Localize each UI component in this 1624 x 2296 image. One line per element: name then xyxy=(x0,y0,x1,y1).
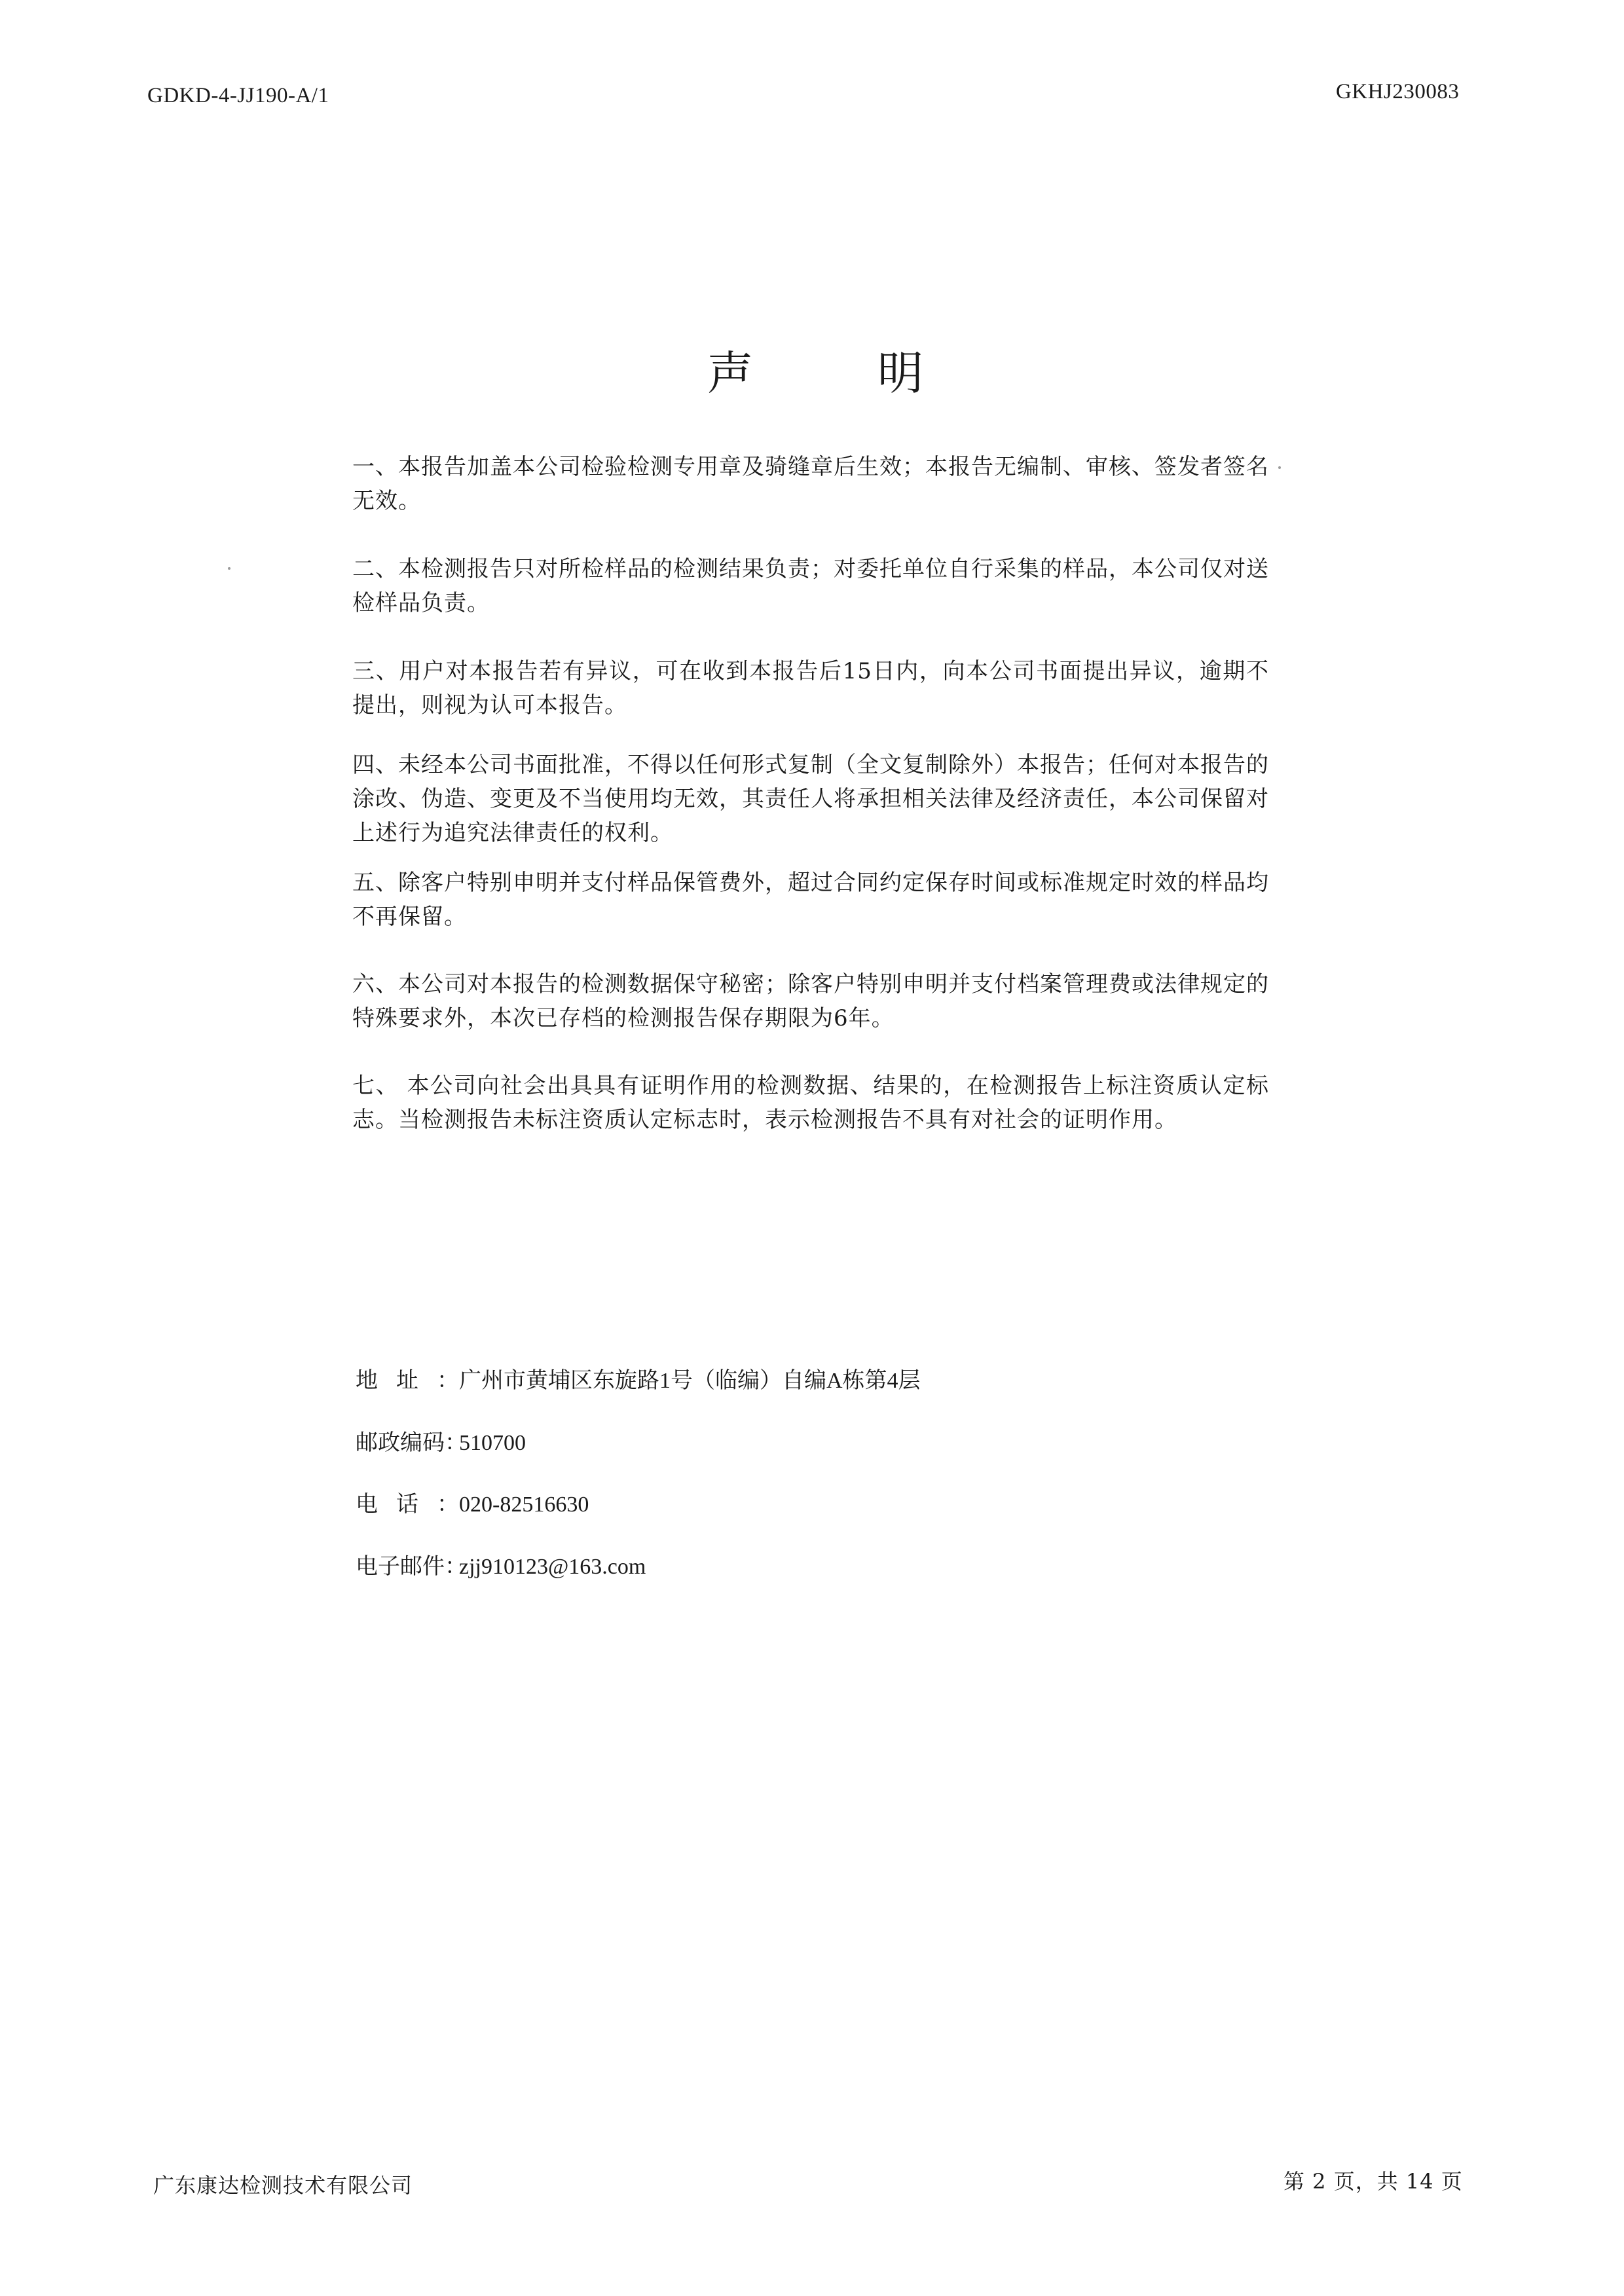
statement-5: 五、除客户特别申明并支付样品保管费外，超过合同约定保存时间或标准规定时效的样品均不再保留。 xyxy=(352,870,1269,930)
contact-postcode xyxy=(356,1430,526,1456)
address-value: 广州市黄埔区东旋路1号（临编）自编A栋第4层 xyxy=(459,1369,921,1393)
phone-value: 020-82516630 xyxy=(459,1492,589,1517)
contact-phone xyxy=(356,1491,589,1518)
statement-7: 七、 本公司向社会出具具有证明作用的检测数据、结果的，在检测报告上标注资质认定标志。当检测报告未标注资质认定标志时，表示检测报告不具有对社会的证明作用。 xyxy=(352,1073,1269,1133)
statement-1: 一、本报告加盖本公司检验检测专用章及骑缝章后生效；本报告无编制、审核、签发者签名无效。 xyxy=(352,454,1269,514)
postcode-label: 邮政编码： xyxy=(356,1430,467,1456)
phone-label: 电话： xyxy=(356,1491,459,1517)
statement-4: 四、未经本公司书面批准，不得以任何形式复制（全文复制除外）本报告；任何对本报告的涂改、伪造、变更及不当使用均无效，其责任人将承担相关法律及经济责任，本公司保留对上述行为追究法律责任的权利。 xyxy=(352,752,1269,846)
page-number: 第 2 页，共 14 页 xyxy=(1283,2169,1463,2194)
scan-speck xyxy=(1278,466,1281,469)
address-label: 地址： xyxy=(356,1367,459,1394)
title-char-1: 声 xyxy=(707,346,753,400)
report-number: GKHJ230083 xyxy=(1336,80,1460,103)
page-title xyxy=(707,346,923,400)
statement-3: 三、用户对本报告若有异议，可在收到本报告后15日内，向本公司书面提出异议，逾期不提出，则视为认可本报告。 xyxy=(352,658,1269,718)
scan-speck xyxy=(228,567,231,570)
document-code: GDKD-4-JJ190-A/1 xyxy=(147,84,329,107)
statement-2: 二、本检测报告只对所检样品的检测结果负责；对委托单位自行采集的样品，本公司仅对送检样品负责。 xyxy=(352,556,1269,616)
postcode-value: 510700 xyxy=(459,1431,526,1455)
statement-6: 六、本公司对本报告的检测数据保守秘密；除客户特别申明并支付档案管理费或法律规定的特殊要求外，本次已存档的检测报告保存期限为6年。 xyxy=(352,971,1269,1031)
email-value: zjj910123@163.com xyxy=(459,1555,646,1579)
contact-address xyxy=(356,1367,921,1394)
email-label: 电子邮件： xyxy=(356,1553,467,1580)
contact-email xyxy=(356,1553,646,1580)
title-char-2: 明 xyxy=(877,346,923,400)
footer-company: 广东康达检测技术有限公司 xyxy=(153,2173,413,2198)
